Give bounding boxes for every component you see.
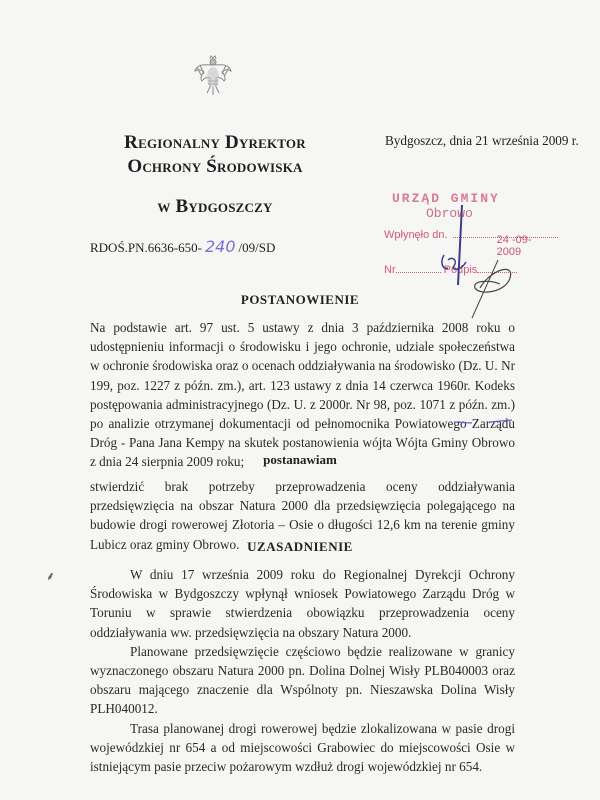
reference-suffix: /09/SD — [238, 240, 276, 255]
authority-line-3: w Bydgoszczy — [157, 196, 273, 217]
justification-section — [90, 565, 515, 776]
justification-heading: UZASADNIENIE — [247, 539, 353, 554]
issuing-authority — [100, 131, 330, 219]
preamble-paragraph — [90, 318, 515, 472]
reference-prefix: RDOŚ.PN.6636-650- — [90, 240, 202, 255]
stamp-nr-label: Nr — [384, 264, 396, 276]
place-and-date: Bydgoszcz, dnia 21 września 2009 r. — [385, 133, 579, 148]
justification-paragraph-1: W dniu 17 września 2009 roku do Regionalnej Dyrekcji Ochrony Środowiska w Bydgoszczy wpłynął wniosek Powiatowego Zarządu Dróg w Toruniu w sprawie stwierdzenia obowiązku przeprowadzenia oceny oddziaływania ww. przedsięwzięcia na obszary Natura 2000. — [90, 567, 515, 640]
stamp-office: URZĄD GMINY — [392, 191, 500, 206]
authority-line-2: Ochrony Środowiska — [127, 156, 303, 177]
stamp-signature-label: Podpis — [443, 264, 478, 276]
decision-heading: postanawiam — [263, 452, 337, 467]
reference-handwritten-number: 240 — [204, 237, 236, 256]
decision-text: stwierdzić brak potrzeby przeprowadzenia oceny oddziaływania przedsięwzięcia na obszar Natura 2000 dla przedsięwzięcia polegającego na budowie drogi rowerowej Złotoria – Osie o długości 12,6 km na terenie gminy Lubicz oraz gminy Obrowo. — [90, 479, 515, 552]
justification-paragraph-2: Planowane przedsięwzięcie częściowo będzie realizowane w granicy wyznaczonego obszaru Natura 2000 pn. Dolina Dolnej Wisły PLB040003 oraz obszaru mającego znaczenie dla Wspólnoty pn. Nieszawska Dolina Wisły PLH040012. — [90, 643, 515, 717]
margin-scan-mark: ⸙ — [46, 569, 56, 583]
case-reference-number — [90, 237, 275, 256]
justification-paragraph-3: Trasa planowanej drogi rowerowej będzie zlokalizowana w pasie drogi wojewódzkiej nr 654 a od miejscowości Grabowiec do miejscowości Osie w istniejącym pasie przeciw pożarowym wzdłuż drogi wojewódzkiej nr 654. — [90, 720, 515, 775]
authority-line-1: Regionalny Dyrektor — [124, 132, 306, 153]
document-title: POSTANOWIENIE — [240, 292, 360, 307]
handwritten-underline-icon — [450, 418, 540, 426]
stamp-received-date: 24 -09- 2009 — [496, 234, 532, 258]
stamp-town: Obrowo — [426, 206, 473, 221]
polish-eagle-emblem-icon — [193, 55, 233, 97]
preamble-text: Na podstawie art. 97 ust. 5 ustawy z dnia 3 października 2008 roku o udostępnieniu informacji o środowisku i jego ochronie, udziale społeczeństwa w ochronie środowiska oraz o ocenach oddziaływania na środowisko (Dz. U. Nr 199, poz. 1227 z późn. zm.), art. 123 ustawy z dnia 14 czerwca 1960r. Kodeks postępowania administracyjnego (Dz. U. z 2000r. Nr 98, poz. 1071 z późn. zm.) po analizie otrzymanej dokumentacji od pełnomocnika Powiatowego Zarządu Dróg - Pana Jana Kempy na skutek postanowienia wójta Wójta Gminy Obrowo z dnia 24 sierpnia 2009 roku; — [90, 320, 515, 470]
stamp-received-label: Wpłynęło dn. — [384, 229, 448, 241]
